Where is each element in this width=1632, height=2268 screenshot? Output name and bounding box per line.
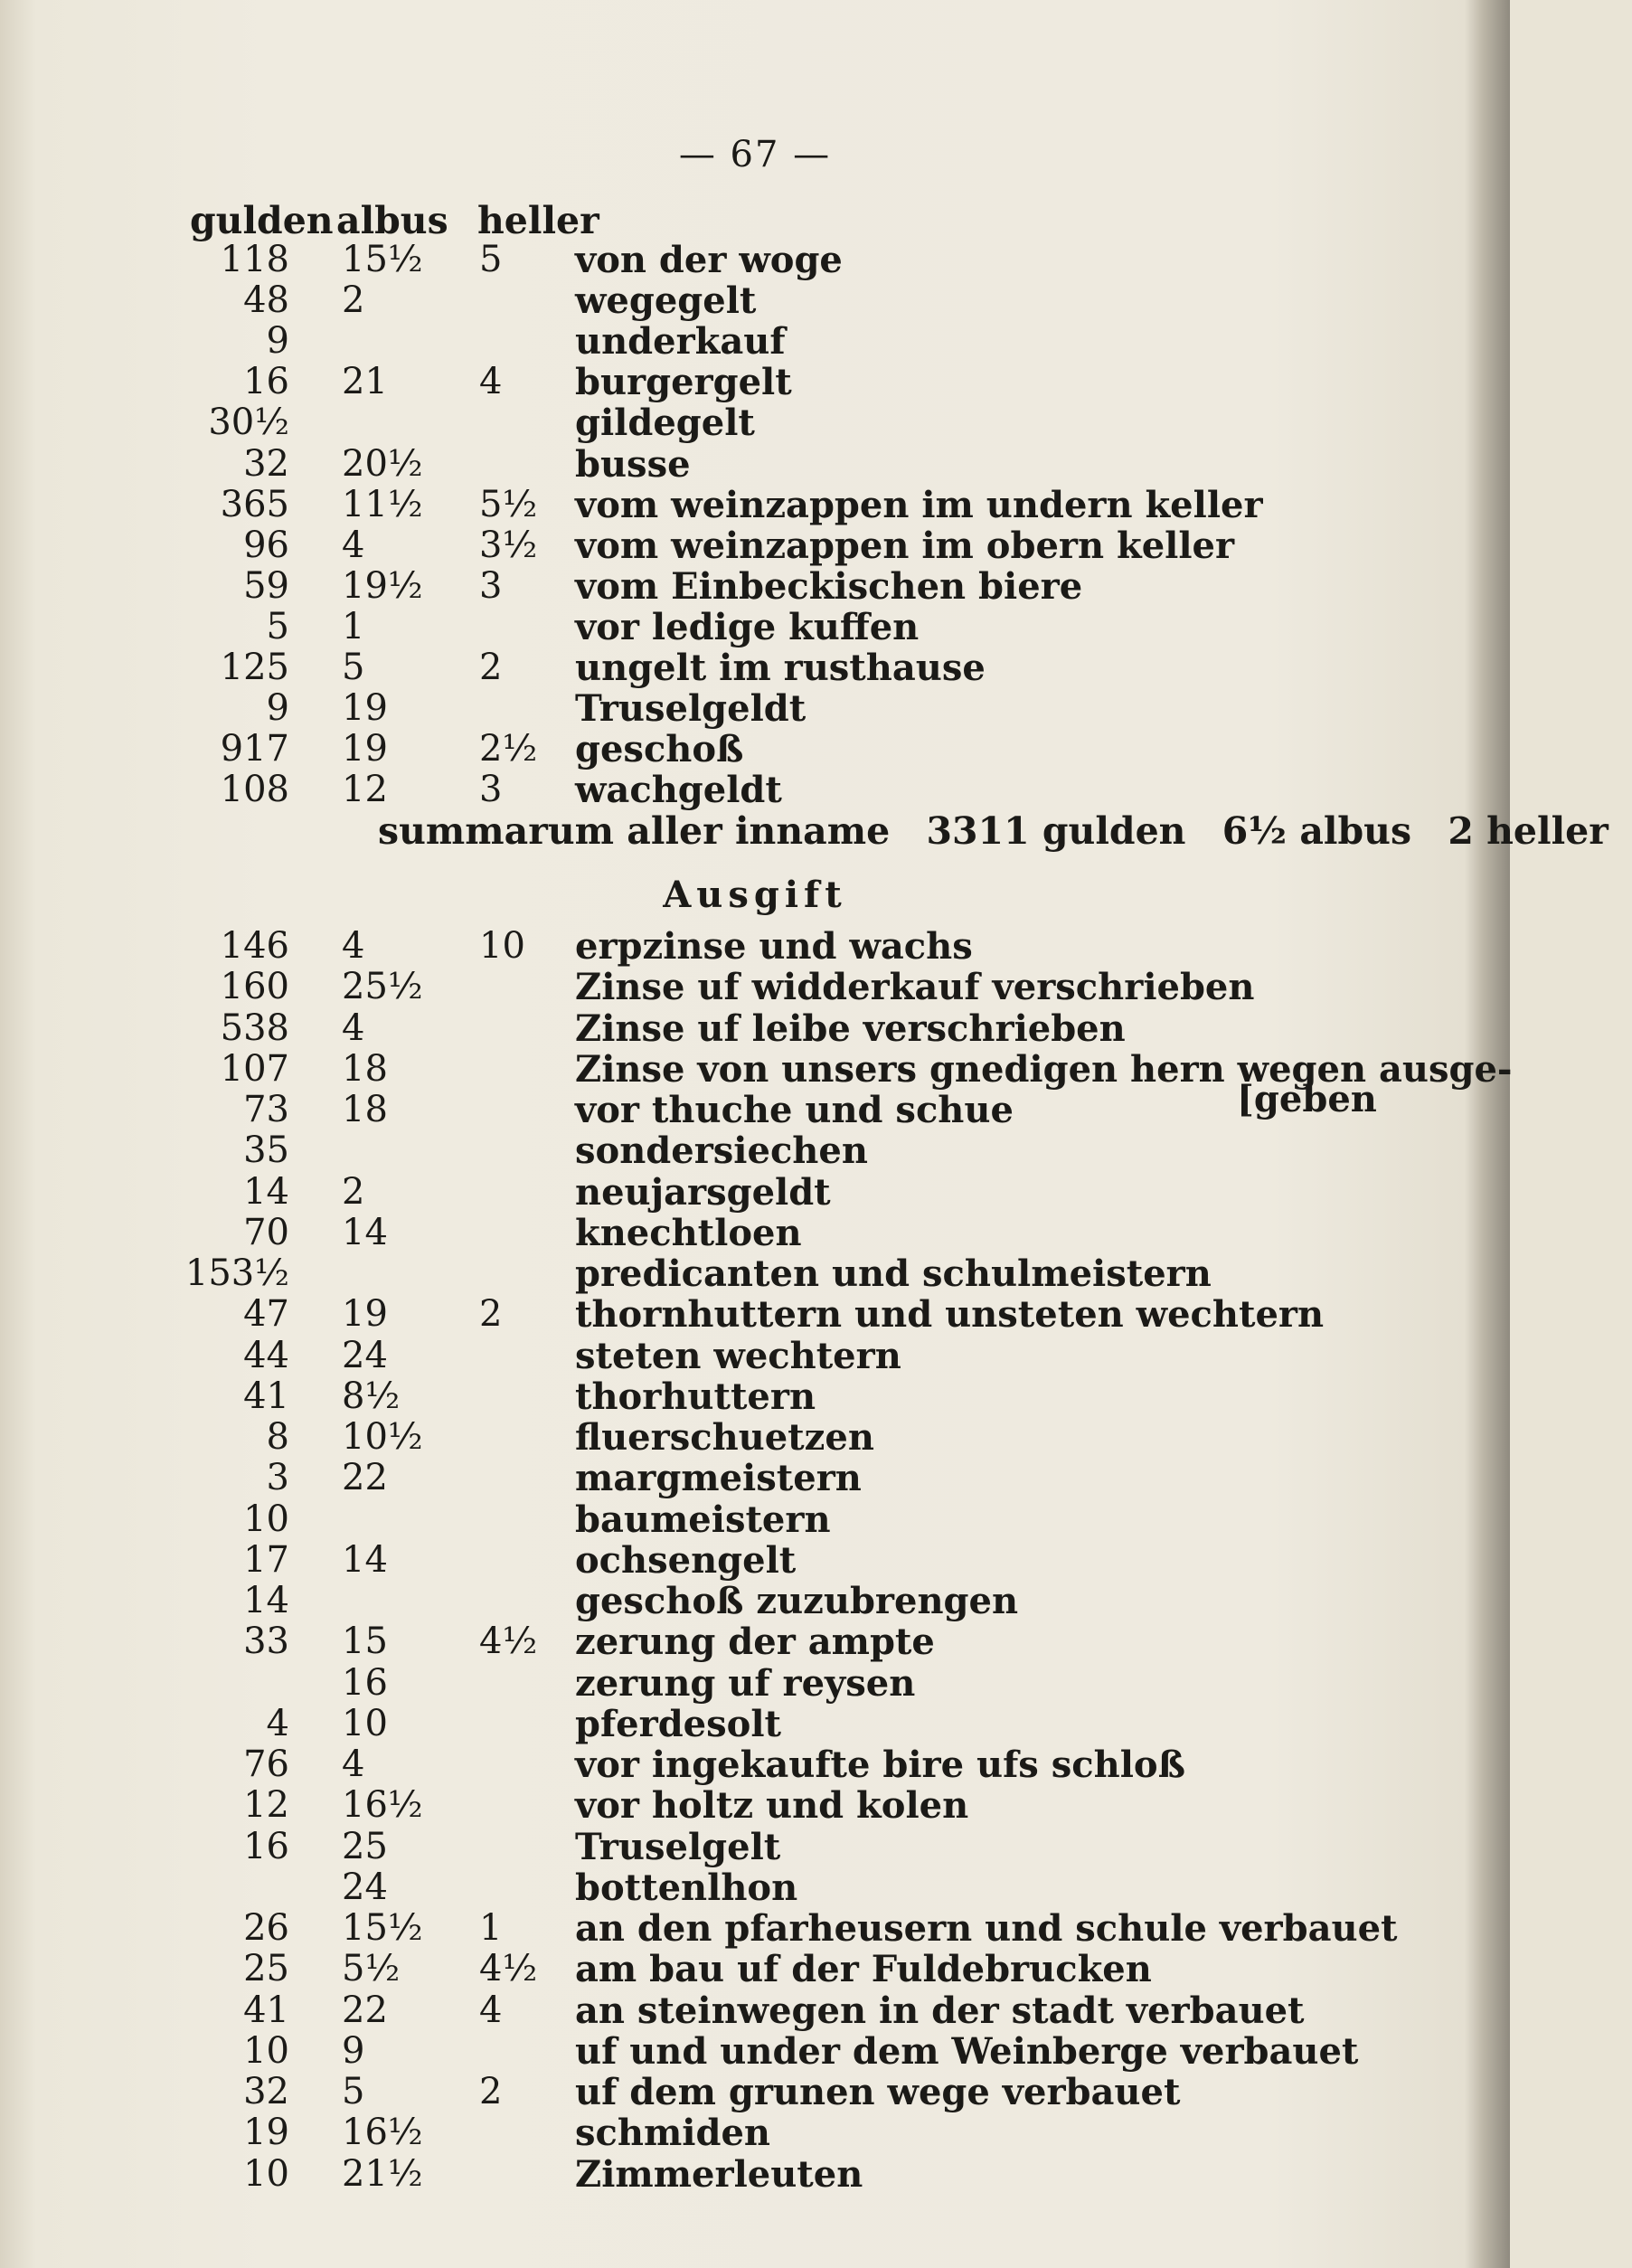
albus-cell: 15 <box>342 1621 388 1663</box>
gulden-cell: 146 <box>220 925 289 967</box>
income-summary <box>378 809 1632 853</box>
gulden-cell: 9 <box>266 320 289 363</box>
table-row <box>0 1948 1510 1991</box>
gulden-cell: 48 <box>243 279 289 322</box>
albus-cell: 21½ <box>342 2152 423 2195</box>
description-cell: neujarsgeldt <box>575 1170 831 1214</box>
table-row <box>0 1744 1510 1786</box>
gulden-cell: 17 <box>243 1538 289 1581</box>
description-cell: Truselgeldt <box>575 687 807 731</box>
bracket-continuation: [geben <box>1237 1078 1377 1120</box>
gulden-cell: 107 <box>220 1047 289 1090</box>
albus-cell: 14 <box>342 1538 388 1581</box>
table-row <box>0 1293 1510 1337</box>
gulden-cell: 16 <box>243 1825 289 1867</box>
description-cell: baumeistern <box>575 1498 831 1541</box>
table-row <box>0 1129 1510 1173</box>
gulden-cell: 14 <box>243 1580 289 1621</box>
description-cell: geschoß <box>575 728 744 771</box>
table-row <box>0 2152 1510 2196</box>
gulden-cell: 32 <box>243 2071 289 2112</box>
table-row <box>0 1212 1510 1252</box>
heller-cell: 3½ <box>479 524 538 566</box>
table-row <box>0 925 1510 968</box>
gulden-cell: 125 <box>220 647 289 688</box>
description-cell: schmiden <box>575 2112 770 2155</box>
description-cell: geschoß zuzubrengen <box>575 1580 1019 1622</box>
description-cell: vom Einbeckischen biere <box>575 564 1083 608</box>
table-row <box>0 1621 1510 1664</box>
gulden-cell: 33 <box>243 1621 289 1663</box>
table-row <box>0 1252 1510 1295</box>
heller-cell: 2 <box>479 2071 503 2112</box>
description-cell: Zimmerleuten <box>575 2152 863 2196</box>
albus-cell: 14 <box>342 1211 388 1253</box>
heller-cell: 5½ <box>479 483 538 525</box>
table-row <box>0 239 1510 279</box>
table-row <box>0 402 1510 445</box>
albus-cell: 19 <box>342 728 388 770</box>
table-row <box>0 1498 1510 1541</box>
description-cell: Zinse von unsers gnedigen hern wegen ausge- <box>575 1047 1513 1091</box>
description-cell: underkauf <box>575 320 786 364</box>
table-row <box>0 1375 1510 1418</box>
gulden-cell: 44 <box>243 1334 289 1376</box>
heller-cell: 3 <box>479 564 503 607</box>
table-row <box>0 606 1510 646</box>
table-row <box>0 2071 1510 2111</box>
heller-cell: 1 <box>479 1907 503 1949</box>
description-cell: von der woge <box>575 239 843 281</box>
gulden-cell: 10 <box>243 2029 289 2072</box>
gulden-cell: 12 <box>243 1784 289 1827</box>
summary-albus: 6½ albus <box>1222 809 1412 853</box>
description-cell: fluerschuetzen <box>575 1416 874 1459</box>
albus-cell: 9 <box>342 2029 365 2072</box>
table-row <box>0 320 1510 364</box>
table-row <box>0 1580 1510 1620</box>
table-row <box>0 1989 1510 2032</box>
description-cell: margmeistern <box>575 1457 862 1500</box>
table-row <box>0 1866 1510 1909</box>
gulden-cell: 30½ <box>208 402 289 444</box>
table-row <box>0 1538 1510 1582</box>
gulden-cell: 25 <box>243 1948 289 1990</box>
gulden-cell: 73 <box>243 1089 289 1130</box>
description-cell: vor ingekaufte bire ufs schloß <box>575 1744 1185 1786</box>
albus-cell: 16½ <box>342 2112 423 2154</box>
heller-cell: 4½ <box>479 1948 538 1990</box>
heller-cell: 4 <box>479 361 503 403</box>
gulden-cell: 108 <box>220 769 289 811</box>
albus-cell: 1 <box>342 605 365 647</box>
table-row <box>0 442 1510 486</box>
description-cell: bottenlhon <box>575 1866 798 1909</box>
heller-cell: 4½ <box>479 1621 538 1663</box>
gulden-cell: 4 <box>266 1702 289 1744</box>
gulden-cell: 14 <box>243 1170 289 1213</box>
albus-cell: 24 <box>342 1334 388 1376</box>
albus-cell: 4 <box>342 524 365 566</box>
description-cell: wegegelt <box>575 279 757 323</box>
table-row <box>0 2029 1510 2073</box>
albus-cell: 11½ <box>342 483 423 525</box>
description-cell: zerung uf reysen <box>575 1661 916 1705</box>
gulden-cell: 76 <box>243 1744 289 1785</box>
description-cell: Zinse uf widderkauf verschrieben <box>575 966 1255 1009</box>
gulden-cell: 8 <box>266 1416 289 1458</box>
description-cell: pferdesolt <box>575 1702 781 1745</box>
gulden-cell: 47 <box>243 1293 289 1336</box>
albus-cell: 25½ <box>342 966 423 1008</box>
albus-cell: 19 <box>342 687 388 730</box>
albus-cell: 8½ <box>342 1375 401 1417</box>
gulden-cell: 9 <box>266 687 289 730</box>
table-row <box>0 484 1510 524</box>
gulden-cell: 3 <box>266 1457 289 1499</box>
description-cell: vom weinzappen im obern keller <box>575 524 1235 567</box>
gulden-cell: 96 <box>243 524 289 566</box>
albus-cell: 10 <box>342 1702 388 1744</box>
description-cell: ochsengelt <box>575 1538 797 1582</box>
table-row <box>0 279 1510 323</box>
albus-cell: 21 <box>342 361 388 403</box>
table-row <box>0 966 1510 1009</box>
heller-cell: 2 <box>479 647 503 688</box>
albus-cell: 20½ <box>342 442 423 485</box>
table-row <box>0 1335 1510 1375</box>
gulden-cell: 19 <box>243 2112 289 2154</box>
table-row <box>0 728 1510 771</box>
description-cell: predicanten und schulmeistern <box>575 1252 1212 1295</box>
gulden-cell: 59 <box>243 564 289 607</box>
description-cell: vor ledige kuffen <box>575 605 920 648</box>
albus-cell: 25 <box>342 1825 388 1867</box>
description-cell: gildegelt <box>575 402 755 445</box>
albus-cell: 19 <box>342 1293 388 1336</box>
albus-cell: 5 <box>342 2071 365 2112</box>
description-cell: an den pfarheusern und schule verbauet <box>575 1907 1398 1950</box>
albus-cell: 5 <box>342 647 365 688</box>
gulden-cell: 118 <box>220 239 289 280</box>
albus-cell: 4 <box>342 1006 365 1049</box>
description-cell: knechtloen <box>575 1211 802 1254</box>
albus-cell: 24 <box>342 1866 388 1908</box>
albus-cell: 4 <box>342 925 365 967</box>
table-row <box>0 1416 1510 1459</box>
summary-label: summarum aller inname <box>378 809 891 853</box>
table-row <box>0 647 1510 689</box>
table-row <box>0 1661 1510 1705</box>
table-row <box>0 1826 1510 1866</box>
heller-cell: 2 <box>479 1293 503 1336</box>
albus-cell: 2 <box>342 279 365 322</box>
description-cell: sondersiechen <box>575 1129 868 1173</box>
description-cell: steten wechtern <box>575 1334 901 1377</box>
albus-cell: 18 <box>342 1089 388 1130</box>
albus-cell: 18 <box>342 1047 388 1090</box>
albus-cell: 15½ <box>342 239 423 280</box>
gulden-cell: 10 <box>243 2152 289 2195</box>
albus-cell: 19½ <box>342 564 423 607</box>
albus-cell: 5½ <box>342 1948 401 1990</box>
description-cell: vor thuche und schue <box>575 1089 1014 1131</box>
albus-cell: 15½ <box>342 1907 423 1949</box>
description-cell: an steinwegen in der stadt verbauet <box>575 1989 1305 2032</box>
albus-cell: 22 <box>342 1989 388 2031</box>
albus-cell: 2 <box>342 1170 365 1213</box>
heller-cell: 3 <box>479 769 503 811</box>
description-cell: thornhuttern und unsteten wechtern <box>575 1293 1325 1337</box>
albus-cell: 16½ <box>342 1784 423 1827</box>
summary-gulden: 3311 gulden <box>926 809 1186 853</box>
description-cell: wachgeldt <box>575 769 782 812</box>
gulden-cell: 41 <box>243 1989 289 2031</box>
description-cell: vom weinzappen im undern keller <box>575 483 1263 526</box>
table-row <box>0 1006 1510 1050</box>
table-row <box>0 564 1510 608</box>
description-cell: erpzinse und wachs <box>575 925 973 968</box>
description-cell: am bau uf der Fuldebrucken <box>575 1948 1152 1991</box>
description-cell: vor holtz und kolen <box>575 1784 969 1828</box>
header-gulden: gulden <box>190 199 334 242</box>
albus-cell: 4 <box>342 1744 365 1785</box>
description-cell: Truselgelt <box>575 1825 781 1868</box>
table-row <box>0 361 1510 404</box>
albus-cell: 22 <box>342 1457 388 1499</box>
gulden-cell: 26 <box>243 1907 289 1949</box>
heller-cell: 5 <box>479 239 503 280</box>
gulden-cell: 16 <box>243 361 289 403</box>
page-number: — 67 — <box>678 134 832 175</box>
table-row <box>0 1703 1510 1743</box>
description-cell: burgergelt <box>575 361 792 404</box>
albus-cell: 16 <box>342 1661 388 1704</box>
table-row <box>0 1907 1510 1950</box>
description-cell: uf und under dem Weinberge verbauet <box>575 2029 1359 2073</box>
gulden-cell: 160 <box>220 966 289 1008</box>
table-row <box>0 524 1510 567</box>
header-heller: heller <box>477 199 599 242</box>
gulden-cell: 35 <box>243 1129 289 1172</box>
table-row <box>0 2112 1510 2155</box>
gulden-cell: 5 <box>266 605 289 647</box>
description-cell: zerung der ampte <box>575 1621 935 1664</box>
gulden-cell: 32 <box>243 442 289 485</box>
description-cell: busse <box>575 442 691 486</box>
gulden-cell: 153½ <box>184 1252 289 1294</box>
heller-cell: 10 <box>479 925 525 967</box>
table-row <box>0 1170 1510 1214</box>
section-title-ausgift: Ausgift <box>663 874 847 916</box>
heller-cell: 4 <box>479 1989 503 2031</box>
table-row <box>0 1457 1510 1500</box>
summary-heller: 2 heller <box>1448 809 1608 853</box>
description-cell: thorhuttern <box>575 1375 816 1418</box>
description-cell: ungelt im rusthause <box>575 647 986 689</box>
description-cell: Zinse uf leibe verschrieben <box>575 1006 1126 1050</box>
description-cell: uf dem grunen wege verbauet <box>575 2071 1181 2113</box>
gulden-cell: 10 <box>243 1498 289 1540</box>
table-row <box>0 769 1510 812</box>
table-row <box>0 687 1510 731</box>
heller-cell: 2½ <box>479 728 538 770</box>
albus-cell: 10½ <box>342 1416 423 1458</box>
gulden-cell: 917 <box>220 728 289 770</box>
gulden-cell: 365 <box>220 483 289 525</box>
albus-cell: 12 <box>342 769 388 811</box>
gulden-cell: 70 <box>243 1211 289 1253</box>
gulden-cell: 538 <box>220 1006 289 1049</box>
header-albus: albus <box>336 199 448 242</box>
gulden-cell: 41 <box>243 1375 289 1417</box>
table-row <box>0 1784 1510 1828</box>
